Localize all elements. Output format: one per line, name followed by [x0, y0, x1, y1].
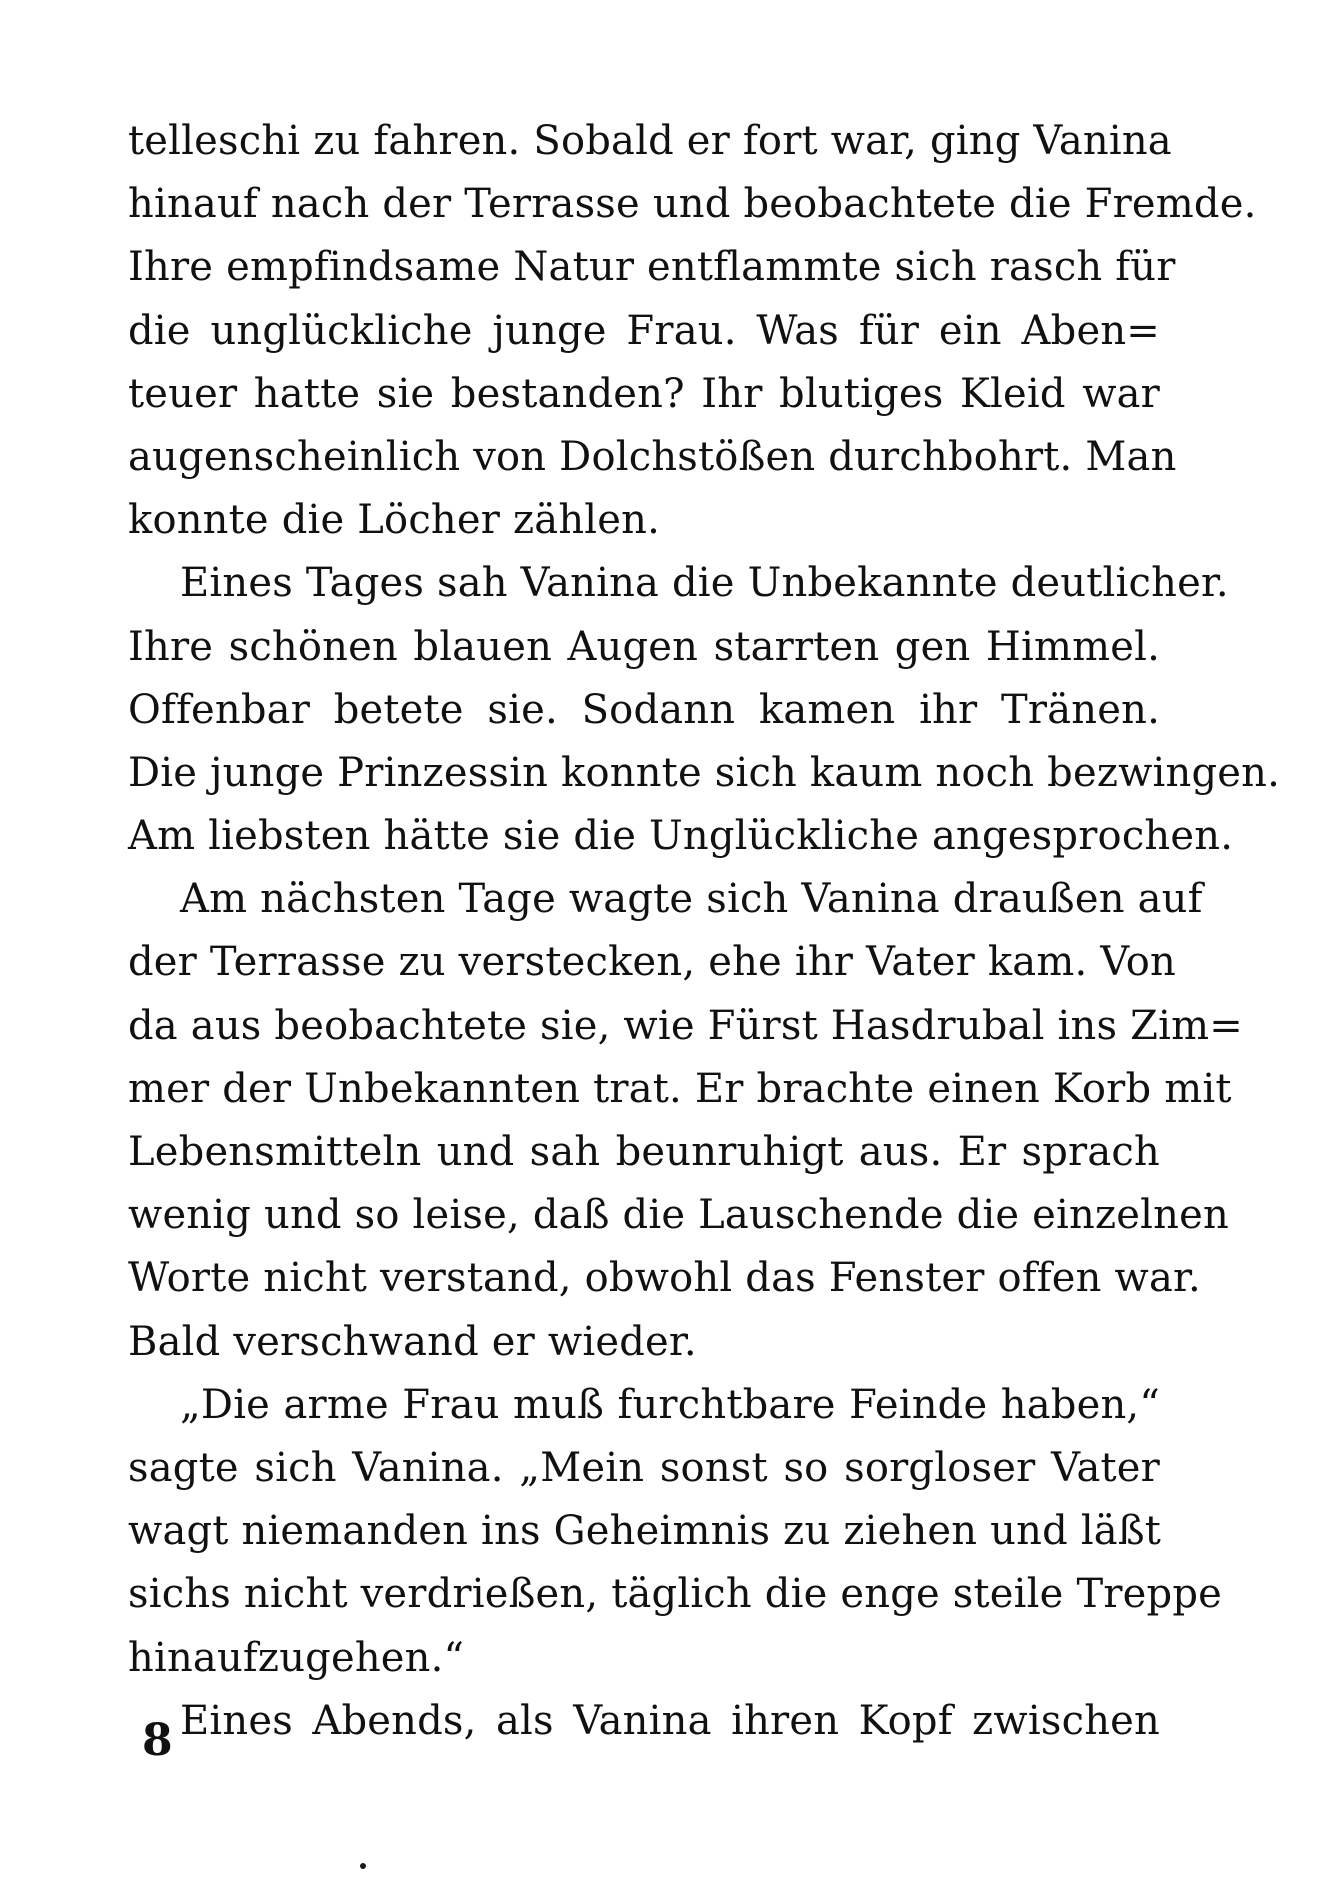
text-line: teuer hatte sie bestanden? Ihr blutiges Kleid war — [128, 370, 1160, 417]
page-number: 8 — [142, 1715, 173, 1766]
text-line: Am nächsten Tage wagte sich Vanina draußen auf — [180, 876, 1203, 923]
text-line: Eines Abends, als Vanina ihren Kopf zwischen — [180, 1697, 1160, 1744]
text-line: konnte die Löcher zählen. — [128, 497, 661, 544]
text-line: Eines Tages sah Vanina die Unbekannte deutlicher. — [180, 560, 1229, 607]
text-line: telleschi zu fahren. Sobald er fort war, ging Vanina — [128, 118, 1172, 164]
text-line: augenscheinlich von Dolchstößen durchbohrt. Man — [128, 433, 1177, 480]
text-line: da aus beobachtete sie, wie Fürst Hasdrubal ins Zim= — [128, 1002, 1243, 1049]
text-line: hinaufzugehen.“ — [128, 1634, 465, 1681]
text-line: Am liebsten hätte sie die Unglückliche angesprochen. — [128, 813, 1234, 860]
text-line: Offenbar betete sie. Sodann kamen ihr Tränen. — [128, 686, 1160, 733]
text-line: die unglückliche junge Frau. Was für ein Aben= — [128, 307, 1160, 354]
text-line: wagt niemanden ins Geheimnis zu ziehen und läßt — [128, 1508, 1162, 1555]
body-text — [128, 110, 1281, 1753]
text-line: der Terrasse zu verstecken, ehe ihr Vater kam. Von — [128, 939, 1176, 986]
text-line: sagte sich Vanina. „Mein sonst so sorgloser Vater — [128, 1444, 1160, 1491]
text-line: Bald verschwand er wieder. — [128, 1318, 697, 1365]
text-line: Ihre empfindsame Natur entflammte sich rasch für — [128, 244, 1176, 291]
text-line: „Die arme Frau muß furchtbare Feinde haben,“ — [180, 1381, 1160, 1428]
text-line: sichs nicht verdrießen, täglich die enge steile Treppe — [128, 1571, 1223, 1618]
print-speck — [360, 1863, 366, 1869]
text-line: mer der Unbekannten trat. Er brachte einen Korb mit — [128, 1065, 1232, 1112]
text-line: wenig und so leise, daß die Lauschende die einzelnen — [128, 1192, 1229, 1239]
text-line: Lebensmitteln und sah beunruhigt aus. Er sprach — [128, 1129, 1160, 1175]
text-line: hinauf nach der Terrasse und beobachtete die Fremde. — [128, 181, 1257, 228]
text-line: Ihre schönen blauen Augen starrten gen Himmel. — [128, 623, 1160, 670]
text-line: Worte nicht verstand, obwohl das Fenster offen war. — [128, 1255, 1201, 1302]
text-line: Die junge Prinzessin konnte sich kaum noch bezwingen. — [128, 749, 1281, 796]
